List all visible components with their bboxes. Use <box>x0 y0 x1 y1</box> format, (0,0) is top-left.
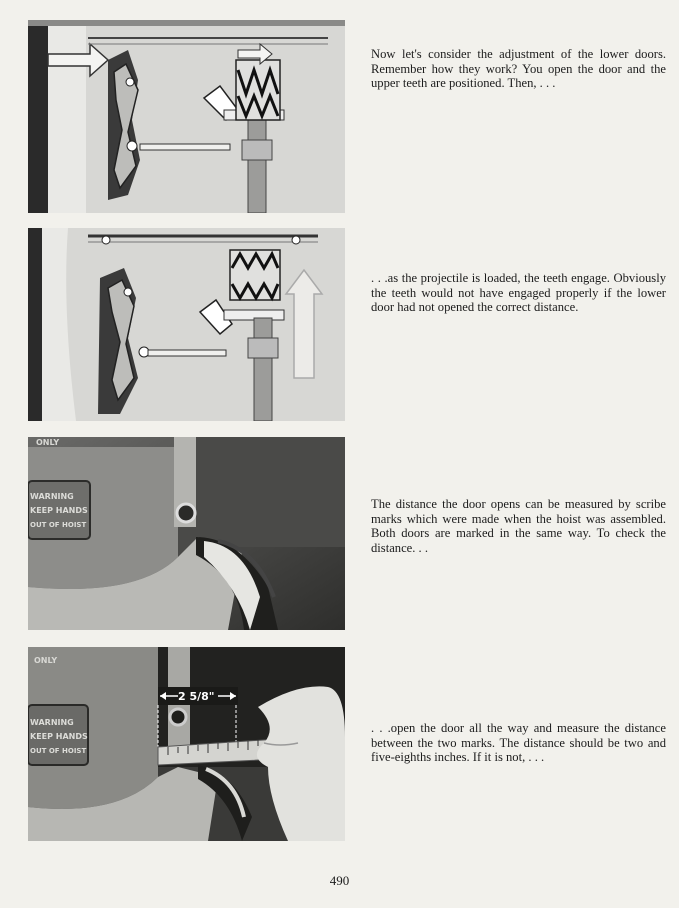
plate-keep-hands-text: KEEP HANDS <box>30 732 88 741</box>
plate-only-text: ONLY <box>34 656 58 665</box>
photo-scribe-marks <box>28 437 345 630</box>
caption-panel-1: Now let's consider the adjustment of the lower doors. Remember how they work? You open the door and the upper teeth are positioned. Then, . . . <box>371 47 666 91</box>
caption-panel-3: The distance the door opens can be measured by scribe marks which were made when the hoist was assembled. Both doors are marked in the same way. To check the distance. . . <box>371 497 666 555</box>
plate-keep-hands-text: KEEP HANDS <box>30 506 88 515</box>
photo-measuring-distance <box>28 647 345 841</box>
plate-warning-text: WARNING <box>30 718 74 727</box>
caption-panel-4: . . .open the door all the way and measure the distance between the two marks. The distance should be two and five-eighths inches. If it is not, . . . <box>371 721 666 765</box>
page-number: 490 <box>329 873 350 888</box>
dimension-label: 2 5/8" <box>178 690 215 703</box>
plate-only-text: ONLY <box>36 438 60 447</box>
plate-warning-text: WARNING <box>30 492 74 501</box>
plate-out-of-hoist-text: OUT OF HOIST <box>30 521 87 529</box>
caption-panel-2: . . .as the projectile is loaded, the teeth engage. Obviously the teeth would not have engaged properly if the lower door had not opened the correct distance. <box>371 271 666 315</box>
diagram-door-open <box>28 20 345 213</box>
plate-out-of-hoist-text: OUT OF HOIST <box>30 747 87 755</box>
diagram-teeth-engaged <box>28 228 345 421</box>
